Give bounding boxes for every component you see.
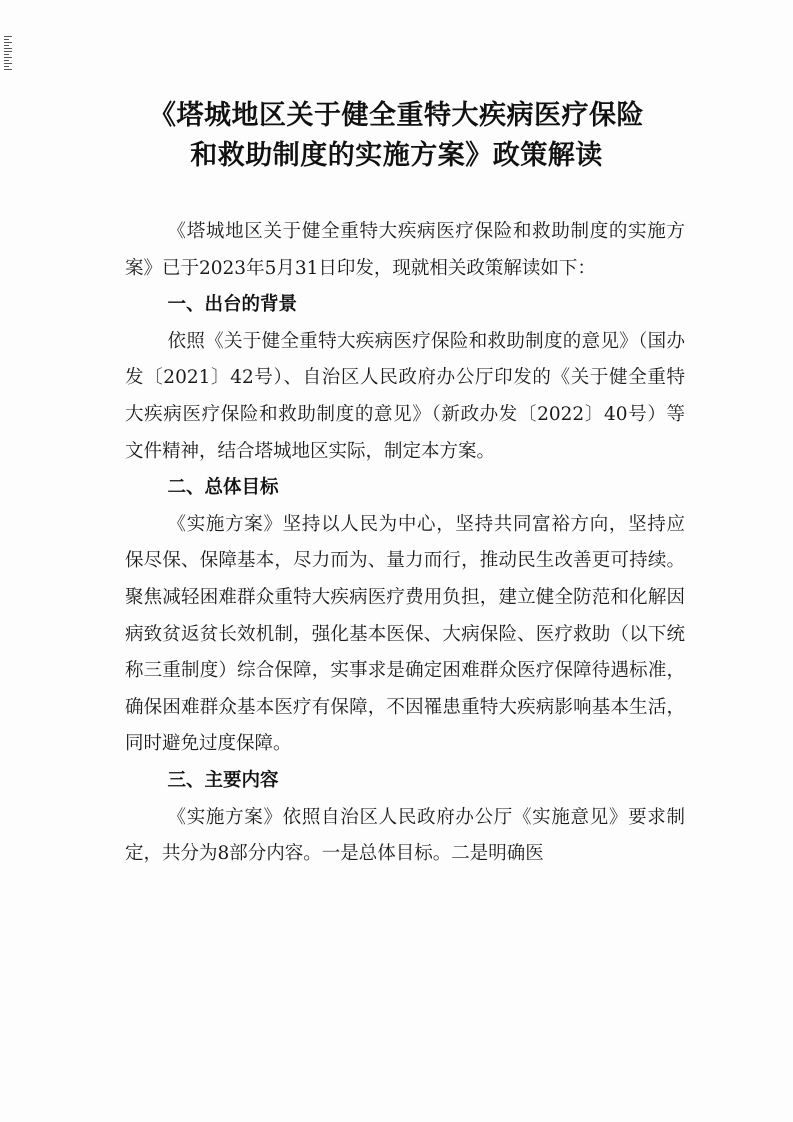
document-body xyxy=(125,214,685,873)
section-body-content: 《实施方案》依照自治区人民政府办公厅《实施意见》要求制定，共分为8部分内容。一是总体目标。二是明确医 xyxy=(125,806,685,865)
scan-edge-marks xyxy=(4,36,12,106)
title-line-1: 《塔城地区关于健全重特大疾病医疗保险 xyxy=(149,100,644,131)
title-line-2: 和救助制度的实施方案》政策解读 xyxy=(190,140,603,171)
section-heading-goals: 二、总体目标 xyxy=(167,477,279,499)
document-title xyxy=(60,96,733,176)
section-body-goals: 《实施方案》坚持以人民为中心，坚持共同富裕方向，坚持应保尽保、保障基本，尽力而为、量力而行，推动民生改善更可持续。聚焦减轻困难群众重特大疾病医疗费用负担，建立健全防范和化解因病致贫返贫长效机制，强化基本医保、大病保险、医疗救助（以下统称三重制度）综合保障，实事求是确定困难群众医疗保障待遇标准，确保困难群众基本医疗有保障，不因罹患重特大疾病影响基本生活，同时避免过度保障。 xyxy=(125,513,685,755)
section-heading-background: 一、出台的背景 xyxy=(167,294,298,316)
intro-paragraph: 《塔城地区关于健全重特大疾病医疗保险和救助制度的实施方案》已于2023年5月31日印发，现就相关政策解读如下： xyxy=(125,221,685,279)
section-heading-content: 三、主要内容 xyxy=(167,769,279,791)
section-body-background: 依照《关于健全重特大疾病医疗保险和救助制度的意见》（国办发〔2021〕42号）、自治区人民政府办公厅印发的《关于健全重特大疾病医疗保险和救助制度的意见》（新政办发〔2022〕40号）等文件精神，结合塔城地区实际，制定本方案。 xyxy=(125,330,685,462)
